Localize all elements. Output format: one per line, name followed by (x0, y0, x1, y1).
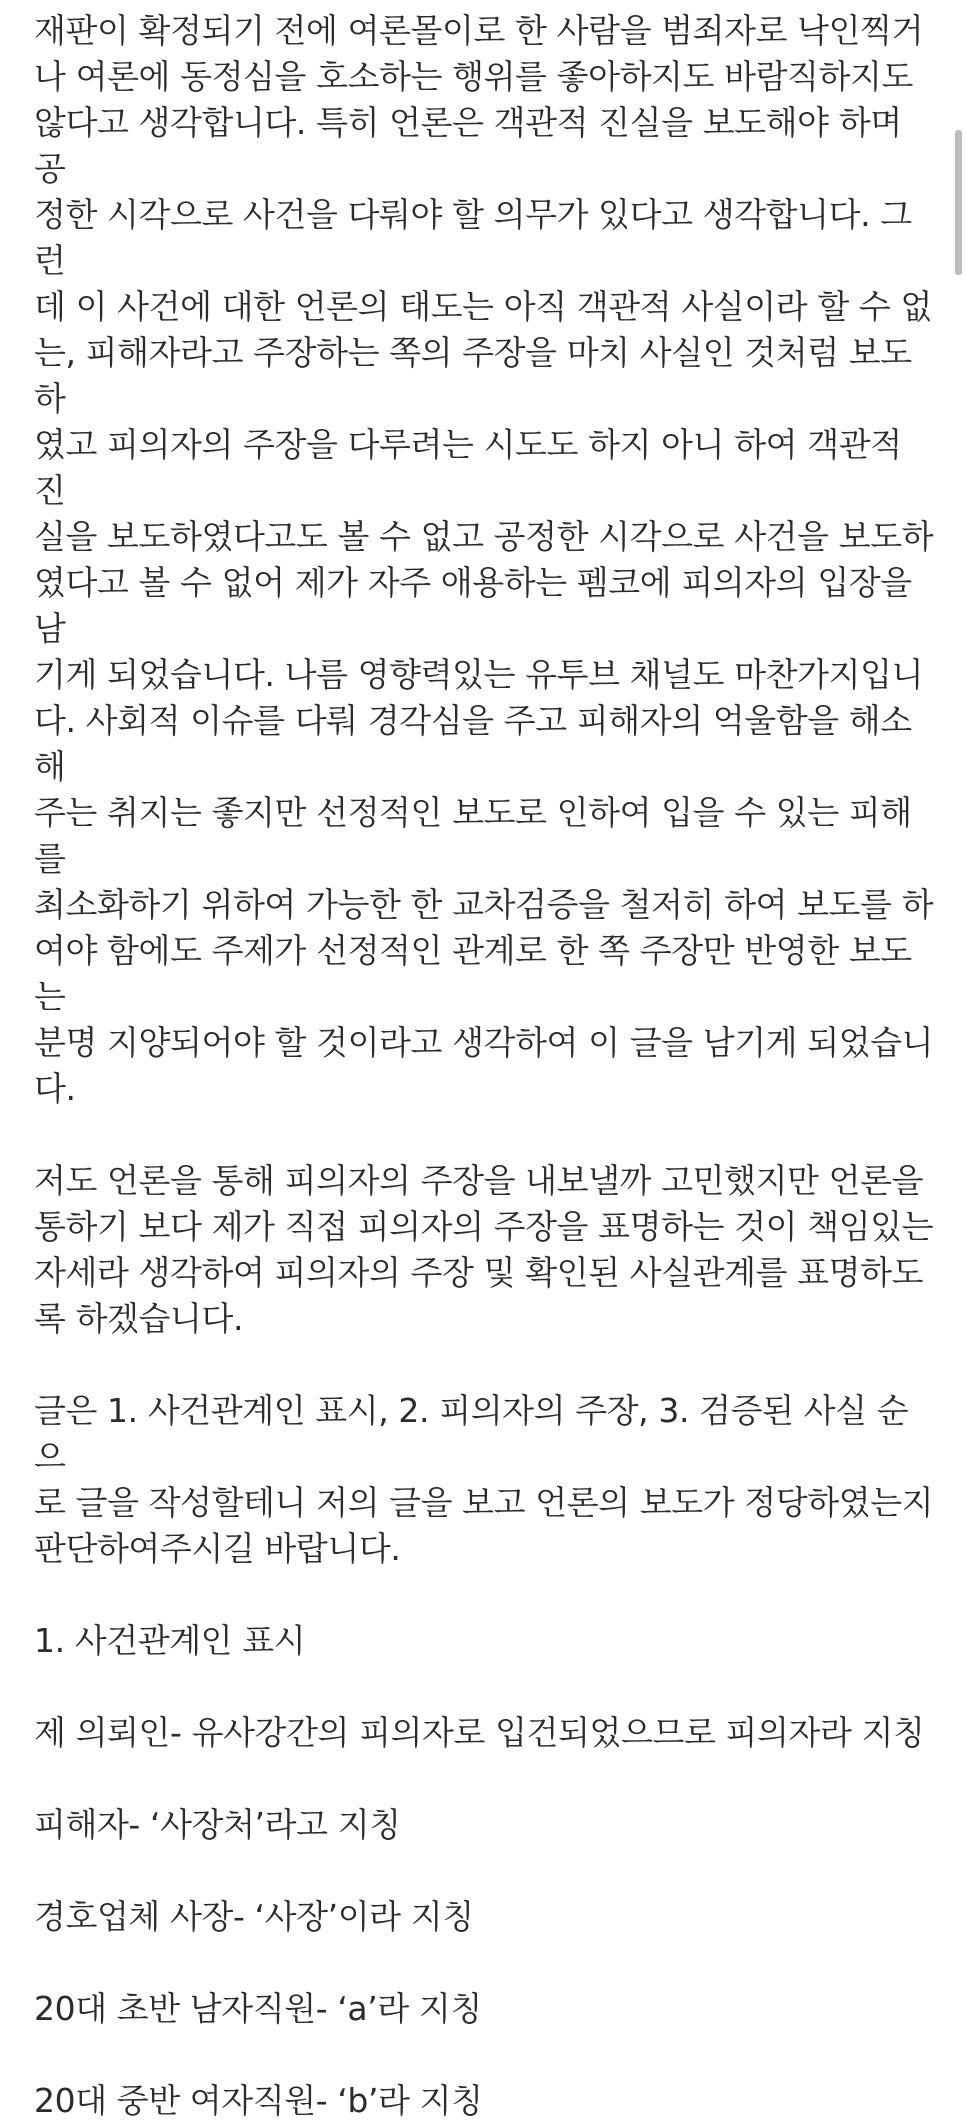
text-line: 실을 보도하였다고도 볼 수 없고 공정한 시각으로 사건을 보도하 (34, 517, 934, 556)
paragraph-spacer (34, 1848, 934, 1894)
section-heading: 1. 사건관계인 표시 (34, 1621, 306, 1660)
text-line: 판단하여주시길 바랍니다. (34, 1529, 401, 1568)
text-line: 주는 취지는 좋지만 선정적인 보도로 인하여 입을 수 있는 피해를 (34, 793, 912, 878)
paragraph-spacer (34, 1664, 934, 1710)
text-line: 기게 되었습니다. 나름 영향력있는 유투브 채널도 마찬가지입니 (34, 655, 924, 694)
text-line: 데 이 사건에 대한 언론의 태도는 아직 객관적 사실이라 할 수 없 (34, 287, 932, 326)
text-line: 자세라 생각하여 피의자의 주장 및 확인된 사실관계를 표명하도 (34, 1253, 924, 1292)
paragraph-spacer (34, 1572, 934, 1618)
text-line: 다. 사회적 이슈를 다뤄 경각심을 주고 피해자의 억울함을 해소해 (34, 701, 912, 786)
text-line: 글은 1. 사건관계인 표시, 2. 피의자의 주장, 3. 검증된 사실 순으 (34, 1391, 909, 1476)
paragraph-outline (34, 1388, 934, 1572)
paragraph-spacer (34, 2032, 934, 2078)
paragraph-spacer (34, 1756, 934, 1802)
text-line: 였다고 볼 수 없어 제가 자주 애용하는 펨코에 피의자의 입장을 남 (34, 563, 912, 648)
text-line: 정한 시각으로 사건을 다뤄야 할 의무가 있다고 생각합니다. 그런 (34, 195, 912, 280)
scrollbar-thumb[interactable] (955, 130, 962, 275)
text-line: 최소화하기 위하여 가능한 한 교차검증을 철저히 하여 보도를 하 (34, 885, 934, 924)
text-line: 다. (34, 1069, 76, 1108)
paragraph-spacer (34, 1342, 934, 1388)
party-item: 제 의뢰인- 유사강간의 피의자로 입건되었으므로 피의자라 지칭 (34, 1713, 925, 1752)
party-item: 20대 초반 남자직원- ‘a’라 지칭 (34, 1989, 482, 2028)
text-line: 로 글을 작성할테니 저의 글을 보고 언론의 보도가 정당하였는지 (34, 1483, 934, 1522)
text-line: 저도 언론을 통해 피의자의 주장을 내보낼까 고민했지만 언론을 (34, 1161, 924, 1200)
party-item: 피해자- ‘사장처’라고 지칭 (34, 1805, 401, 1844)
paragraph-intro (34, 8, 934, 1112)
paragraph-statement (34, 1158, 934, 1342)
paragraph-spacer (34, 1940, 934, 1986)
paragraph-spacer (34, 1112, 934, 1158)
text-line: 않다고 생각합니다. 특히 언론은 객관적 진실을 보도해야 하며 공 (34, 103, 902, 188)
party-item: 20대 중반 여자직원- ‘b’라 지칭 (34, 2081, 483, 2120)
text-line: 재판이 확정되기 전에 여론몰이로 한 사람을 범죄자로 낙인찍거 (34, 11, 924, 50)
party-item: 경호업체 사장- ‘사장’이라 지칭 (34, 1897, 474, 1936)
text-line: 통하기 보다 제가 직접 피의자의 주장을 표명하는 것이 책임있는 (34, 1207, 934, 1246)
text-line: 분명 지양되어야 할 것이라고 생각하여 이 글을 남기게 되었습니 (34, 1023, 934, 1062)
article-body (34, 8, 934, 2124)
text-line: 나 여론에 동정심을 호소하는 행위를 좋아하지도 바람직하지도 (34, 57, 913, 96)
text-line: 록 하겠습니다. (34, 1299, 244, 1338)
text-line: 였고 피의자의 주장을 다루려는 시도도 하지 아니 하여 객관적 진 (34, 425, 902, 510)
text-line: 는, 피해자라고 주장하는 쪽의 주장을 마치 사실인 것처럼 보도하 (34, 333, 912, 418)
text-line: 여야 함에도 주제가 선정적인 관계로 한 쪽 주장만 반영한 보도는 (34, 931, 912, 1016)
